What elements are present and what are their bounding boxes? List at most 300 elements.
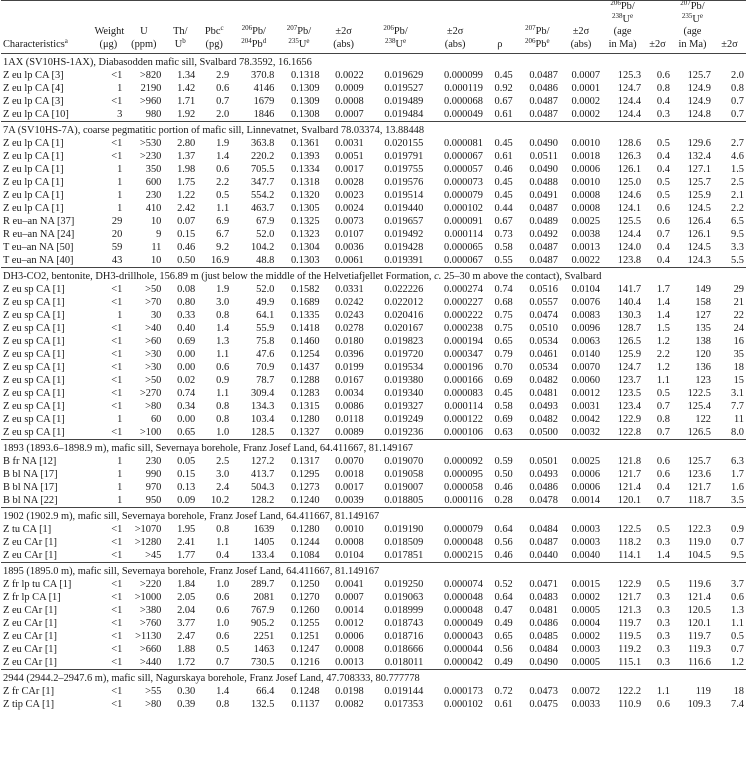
value-cell: 0.019514 [384, 190, 424, 201]
value-cell: 0.000227 [443, 297, 483, 308]
value-cell: 0.3 [656, 605, 670, 616]
value-cell: 128.5 [250, 427, 275, 438]
value-cell: 122.5 [617, 524, 642, 535]
value-cell: 1.34 [177, 70, 196, 81]
sample-label-cell: Z eu sp CA [1] [3, 427, 65, 438]
value-cell: 0.0487 [529, 70, 558, 81]
value-cell: 0.6 [216, 605, 230, 616]
value-cell: 4146 [253, 83, 275, 94]
value-cell: 3.77 [177, 618, 196, 629]
value-cell: 0.69 [177, 336, 196, 347]
value-cell: 0.92 [494, 83, 513, 94]
column-header: $^{207}$Pb/ $^{235}U^e$ [286, 24, 312, 50]
value-cell: 0.1248 [290, 686, 320, 697]
value-cell: 0.64 [494, 524, 513, 535]
value-cell: 125.7 [687, 456, 711, 467]
value-cell: 0.1689 [290, 297, 320, 308]
value-cell: 0.1309 [290, 96, 320, 107]
value-cell: >1130 [135, 631, 162, 642]
value-cell: 0.30 [177, 686, 196, 697]
value-cell: 1.95 [177, 524, 196, 535]
value-cell: 0.45 [494, 388, 513, 399]
value-cell: 0.3 [656, 618, 670, 629]
value-cell: 0.0002 [571, 96, 601, 107]
table-row [1, 189, 746, 202]
value-cell: 119.3 [688, 644, 711, 655]
sample-label-cell: Z eu sp CA [1] [3, 401, 65, 412]
value-cell: 1.5 [656, 323, 670, 334]
value-cell: 2.47 [177, 631, 196, 642]
value-cell: 133.4 [250, 550, 275, 561]
value-cell: 121.7 [617, 592, 642, 603]
value-cell: 123 [695, 375, 711, 386]
value-cell: 60 [150, 414, 162, 425]
value-cell: >660 [139, 644, 162, 655]
value-cell: 0.9 [731, 524, 744, 535]
value-cell: 0.000049 [443, 618, 483, 629]
value-cell: 0.46 [177, 242, 196, 253]
value-cell: 124.3 [687, 255, 711, 266]
sample-label-cell: Z eu lp CA [1] [3, 177, 64, 188]
value-cell: 3.1 [731, 388, 744, 399]
value-cell: 120.1 [687, 618, 711, 629]
value-cell: 0.09 [177, 495, 196, 506]
value-cell: 0.000114 [444, 229, 483, 240]
value-cell: <1 [111, 524, 123, 535]
value-cell: 0.019063 [384, 592, 424, 603]
value-cell: 119.7 [688, 631, 711, 642]
value-cell: 0.000274 [443, 284, 483, 295]
column-header: ±2σ (abs) [444, 26, 466, 50]
table-row [1, 137, 746, 150]
value-cell: >1070 [134, 524, 162, 535]
value-cell: 0.019340 [384, 388, 424, 399]
value-cell: 0.1308 [290, 109, 320, 120]
value-cell: 8.0 [731, 427, 744, 438]
value-cell: 66.4 [256, 686, 275, 697]
value-cell: 0.08 [177, 284, 196, 295]
value-cell: 0.019249 [384, 414, 424, 425]
value-cell: <1 [111, 388, 123, 399]
value-cell: 0.0490 [529, 164, 558, 175]
value-cell: 1.0 [216, 579, 230, 590]
value-cell: 0.0024 [335, 203, 364, 214]
value-cell: 0.1216 [290, 657, 320, 668]
sample-label-cell: Z fr CAr [1] [3, 686, 55, 697]
value-cell: 0.0008 [571, 203, 601, 214]
value-cell: 128.6 [617, 138, 642, 149]
value-cell: 0.0010 [571, 138, 601, 149]
value-cell: 554.2 [250, 190, 275, 201]
value-cell: 0.74 [177, 388, 196, 399]
value-cell: 0.017851 [384, 550, 424, 561]
value-cell: 0.0557 [529, 297, 558, 308]
value-cell: 0.019144 [384, 686, 424, 697]
value-cell: 0.0104 [335, 550, 364, 561]
value-cell: 2.0 [216, 109, 230, 120]
value-cell: 0.018743 [384, 618, 424, 629]
value-cell: 2.41 [177, 537, 196, 548]
table-row [1, 578, 746, 591]
value-cell: 0.1334 [290, 164, 320, 175]
value-cell: 0.0493 [529, 401, 558, 412]
value-cell: 0.0461 [529, 349, 558, 360]
column-header: ρ [497, 38, 503, 50]
value-cell: 0.58 [494, 242, 513, 253]
value-cell: 1.2 [656, 362, 670, 373]
table-row [1, 617, 746, 630]
value-cell: 905.2 [250, 618, 275, 629]
value-cell: 309.4 [250, 388, 275, 399]
value-cell: 1.72 [177, 657, 196, 668]
value-cell: 0.1288 [290, 375, 320, 386]
value-cell: 138 [695, 336, 711, 347]
value-cell: 0.019428 [384, 242, 424, 253]
value-cell: 121.8 [617, 456, 642, 467]
value-cell: >760 [139, 618, 162, 629]
value-cell: 0.0031 [571, 401, 601, 412]
value-cell: 0.019791 [384, 151, 424, 162]
value-cell: 10 [150, 255, 162, 266]
value-cell: 2190 [140, 83, 162, 94]
value-cell: 0.0032 [571, 427, 601, 438]
value-cell: 1.6 [731, 482, 744, 493]
value-cell: 0.0486 [529, 83, 558, 94]
sample-label-cell: Z eu lp CA [1] [3, 164, 64, 175]
value-cell: 114.1 [618, 550, 642, 561]
value-cell: 0.0002 [571, 592, 601, 603]
value-cell: 0.000073 [443, 177, 483, 188]
value-cell: 1 [117, 177, 123, 188]
value-cell: 0.018716 [384, 631, 424, 642]
value-cell: 0.0510 [529, 323, 558, 334]
value-cell: 0.017353 [384, 699, 424, 710]
value-cell: 0.019720 [384, 349, 424, 360]
value-cell: 0.61 [494, 699, 513, 710]
table-row [1, 228, 746, 241]
value-cell: 1 [117, 310, 123, 321]
value-cell: 350 [145, 164, 162, 175]
value-cell: 0.018666 [384, 644, 424, 655]
value-cell: 0.0488 [529, 177, 558, 188]
value-cell: 0.1250 [290, 579, 320, 590]
value-cell: 0.0022 [335, 70, 364, 81]
value-cell: 0.0010 [335, 524, 364, 535]
table-row [1, 348, 746, 361]
value-cell: 0.0017 [335, 482, 364, 493]
value-cell: 78.7 [256, 375, 275, 386]
value-cell: 18 [733, 686, 744, 697]
value-cell: 0.65 [494, 336, 513, 347]
section-title: 7A (SV10HS-7A), coarse pegmatitic portion of mafic sill, Linnevatnet, Svalbard 78.03374, 13.88448 [1, 122, 746, 138]
value-cell: 0.018509 [384, 537, 424, 548]
value-cell: 0.63 [494, 427, 513, 438]
value-cell: 126.3 [617, 151, 642, 162]
value-cell: 0.0481 [529, 388, 558, 399]
value-cell: 0.0005 [571, 657, 601, 668]
value-cell: 705.5 [250, 164, 275, 175]
value-cell: 0.15 [177, 469, 196, 480]
value-cell: 0.000122 [443, 414, 483, 425]
value-cell: 3.5 [731, 495, 744, 506]
value-cell: 0.0089 [335, 427, 364, 438]
value-cell: 0.1309 [290, 83, 320, 94]
value-cell: 1 [117, 203, 123, 214]
value-cell: 0.0014 [571, 495, 601, 506]
value-cell: 1.9 [216, 138, 230, 149]
value-cell: 0.0070 [335, 456, 364, 467]
value-cell: <1 [111, 96, 123, 107]
value-cell: 0.1137 [291, 699, 320, 710]
value-cell: 0.0038 [571, 229, 601, 240]
value-cell: >70 [145, 297, 162, 308]
value-cell: 0.0002 [571, 631, 601, 642]
value-cell: 0.8 [731, 83, 744, 94]
value-cell: 0.0107 [335, 229, 364, 240]
table-row [1, 536, 746, 549]
value-cell: 0.000166 [443, 375, 483, 386]
value-cell: 119.6 [688, 579, 711, 590]
value-cell: 1.1 [216, 388, 230, 399]
value-cell: 0.0243 [335, 310, 364, 321]
value-cell: 0.0025 [571, 216, 601, 227]
value-cell: 0.0018 [335, 469, 364, 480]
section-title: 1893 (1893.6–1898.9 m), mafic sill, Severnaya borehole, Franz Josef Land, 64.411667, 81.149167 [1, 440, 746, 456]
section-header-row [1, 508, 746, 524]
value-cell: 0.0482 [529, 414, 558, 425]
value-cell: 0.6 [656, 203, 670, 214]
value-cell: 0.1084 [290, 550, 320, 561]
value-cell: 1.2 [656, 336, 670, 347]
value-cell: 0.0012 [571, 388, 601, 399]
sample-label-cell: Z eu sp CA [1] [3, 284, 65, 295]
value-cell: 121.4 [687, 592, 711, 603]
value-cell: 10 [150, 216, 162, 227]
value-cell: 0.019657 [384, 216, 424, 227]
sample-label-cell: T eu–an NA [40] [3, 255, 74, 266]
value-cell: 132.4 [687, 151, 711, 162]
value-cell: <1 [111, 336, 123, 347]
value-cell: 3 [117, 109, 123, 120]
value-cell: 0.8 [216, 310, 230, 321]
value-cell: 0.7 [216, 657, 230, 668]
value-cell: 0.019755 [384, 164, 424, 175]
value-cell: 125.7 [687, 177, 711, 188]
value-cell: 0.020416 [384, 310, 424, 321]
value-cell: 0.0002 [571, 109, 601, 120]
value-cell: 0.000091 [443, 216, 483, 227]
value-cell: 126.5 [617, 336, 642, 347]
value-cell: 0.000347 [443, 349, 483, 360]
section-title: DH3-CO2, bentonite, DH3-drillhole, 156.89 m (just below the middle of the Helvetiafjellet Formation, c. 25–30 m above the contact), Svalbard [1, 268, 746, 284]
table-row [1, 215, 746, 228]
value-cell: 0.020167 [384, 323, 424, 334]
value-cell: 0.44 [494, 203, 513, 214]
value-cell: 0.000058 [443, 482, 483, 493]
value-cell: 0.000099 [443, 70, 483, 81]
value-cell: 0.79 [494, 349, 513, 360]
value-cell: 347.7 [250, 177, 275, 188]
table-header [1, 1, 746, 54]
value-cell: 0.1260 [290, 605, 320, 616]
value-cell: 0.000194 [443, 336, 483, 347]
value-cell: 0.1304 [290, 242, 320, 253]
value-cell: 0.0015 [571, 579, 601, 590]
value-cell: 118.7 [688, 495, 711, 506]
value-cell: 410 [145, 203, 162, 214]
value-cell: 0.73 [494, 229, 513, 240]
value-cell: 122.8 [617, 427, 642, 438]
sample-label-cell: Z eu lp CA [1] [3, 190, 64, 201]
value-cell: 52.0 [256, 229, 275, 240]
value-cell: 0.0242 [335, 297, 364, 308]
value-cell: 0.019823 [384, 336, 424, 347]
value-cell: 0.0008 [335, 537, 364, 548]
value-cell: 18 [733, 362, 744, 373]
value-cell: <1 [111, 284, 123, 295]
value-cell: 1.98 [177, 164, 196, 175]
value-cell: 0.6 [656, 70, 670, 81]
value-cell: 0.0490 [529, 657, 558, 668]
value-cell: >440 [139, 657, 162, 668]
value-cell: 0.68 [494, 297, 513, 308]
value-cell: 126.1 [687, 229, 711, 240]
geochronology-table [1, 0, 746, 711]
value-cell: 1 [117, 83, 123, 94]
value-cell: 0.7 [656, 427, 670, 438]
value-cell: 0.019327 [384, 401, 424, 412]
section-header-row [1, 268, 746, 284]
section-header-row [1, 122, 746, 138]
value-cell: 1.84 [177, 579, 196, 590]
value-cell: 104.2 [250, 242, 275, 253]
value-cell: 0.1255 [290, 618, 320, 629]
value-cell: 0.7 [216, 96, 230, 107]
table-row [1, 108, 746, 122]
value-cell: 0.4 [656, 482, 670, 493]
value-cell: 0.0490 [529, 138, 558, 149]
value-cell: 0.0485 [529, 631, 558, 642]
value-cell: 122.5 [687, 388, 711, 399]
value-cell: 0.0033 [571, 699, 601, 710]
value-cell: 0.0501 [529, 456, 558, 467]
value-cell: 0.0006 [571, 482, 601, 493]
value-cell: 0.0483 [529, 592, 558, 603]
value-cell: 1.1 [731, 618, 744, 629]
value-cell: <1 [111, 699, 123, 710]
value-cell: 0.6 [656, 699, 670, 710]
value-cell: 0.019629 [384, 70, 424, 81]
value-cell: 0.1320 [290, 190, 320, 201]
value-cell: 0.1335 [290, 310, 320, 321]
value-cell: <1 [111, 644, 123, 655]
column-header: ±2σ (abs) [570, 26, 592, 50]
value-cell: 1 [117, 495, 123, 506]
value-cell: 0.0487 [529, 203, 558, 214]
value-cell: 1.4 [216, 686, 230, 697]
value-cell: 0.0010 [571, 177, 601, 188]
value-cell: >820 [139, 70, 162, 81]
value-cell: 122.9 [617, 579, 642, 590]
value-cell: 0.00 [177, 349, 196, 360]
value-cell: 0.019534 [384, 362, 424, 373]
value-cell: 124.4 [617, 229, 642, 240]
value-cell: >230 [139, 151, 162, 162]
value-cell: 0.0018 [571, 151, 601, 162]
section-header-row [1, 54, 746, 70]
value-cell: 20 [111, 229, 123, 240]
value-cell: 116.6 [688, 657, 711, 668]
value-cell: 0.0331 [335, 284, 364, 295]
value-cell: 0.75 [494, 323, 513, 334]
value-cell: 0.0478 [529, 495, 558, 506]
value-cell: <1 [111, 618, 123, 629]
value-cell: 0.7 [656, 401, 670, 412]
value-cell: 0.000068 [443, 96, 483, 107]
sample-label-cell: B bl NA [17] [3, 482, 58, 493]
value-cell: 134.3 [250, 401, 275, 412]
value-cell: >1000 [134, 592, 162, 603]
value-cell: 0.0063 [571, 336, 601, 347]
value-cell: 0.0073 [335, 216, 364, 227]
value-cell: 0.45 [494, 138, 513, 149]
value-cell: 0.4 [656, 96, 670, 107]
value-cell: 0.69 [494, 414, 513, 425]
value-cell: 123.6 [687, 469, 711, 480]
value-cell: 125.3 [617, 70, 642, 81]
value-cell: 1.0 [216, 618, 230, 629]
value-cell: 121.4 [617, 482, 642, 493]
value-cell: 0.69 [494, 375, 513, 386]
value-cell: 3.7 [731, 579, 744, 590]
value-cell: 0.1317 [290, 456, 320, 467]
value-cell: 122.3 [687, 524, 711, 535]
value-cell: 0.0396 [335, 349, 364, 360]
value-cell: 11 [733, 414, 744, 425]
value-cell: 0.5 [731, 631, 744, 642]
value-cell: 43 [111, 255, 123, 266]
value-cell: 0.1582 [290, 284, 320, 295]
table-row [1, 335, 746, 348]
value-cell: 0.000116 [444, 495, 483, 506]
value-cell: 980 [145, 109, 162, 120]
value-cell: 1.1 [216, 349, 230, 360]
value-cell: <1 [111, 579, 123, 590]
value-cell: 125.5 [617, 216, 642, 227]
value-cell: 3.3 [731, 242, 744, 253]
sample-label-cell: Z eu sp CA [1] [3, 336, 65, 347]
value-cell: 125.7 [687, 70, 711, 81]
value-cell: 1.4 [656, 310, 670, 321]
value-cell: 136 [695, 362, 711, 373]
value-cell: 0.000065 [443, 242, 483, 253]
value-cell: 0.0118 [335, 414, 364, 425]
value-cell: 0.0487 [529, 537, 558, 548]
value-cell: 0.1318 [290, 70, 320, 81]
value-cell: 1463 [253, 644, 275, 655]
value-cell: 0.0040 [571, 550, 601, 561]
value-cell: 0.6 [731, 592, 744, 603]
value-cell: 6.7 [216, 229, 230, 240]
table-row [1, 400, 746, 413]
value-cell: 21 [733, 297, 744, 308]
value-cell: 0.1270 [290, 592, 320, 603]
value-cell: 1 [117, 164, 123, 175]
value-cell: 0.0487 [529, 255, 558, 266]
value-cell: 0.0008 [571, 190, 601, 201]
sample-label-cell: Z eu lp CA [3] [3, 70, 64, 81]
value-cell: 0.07 [177, 216, 196, 227]
